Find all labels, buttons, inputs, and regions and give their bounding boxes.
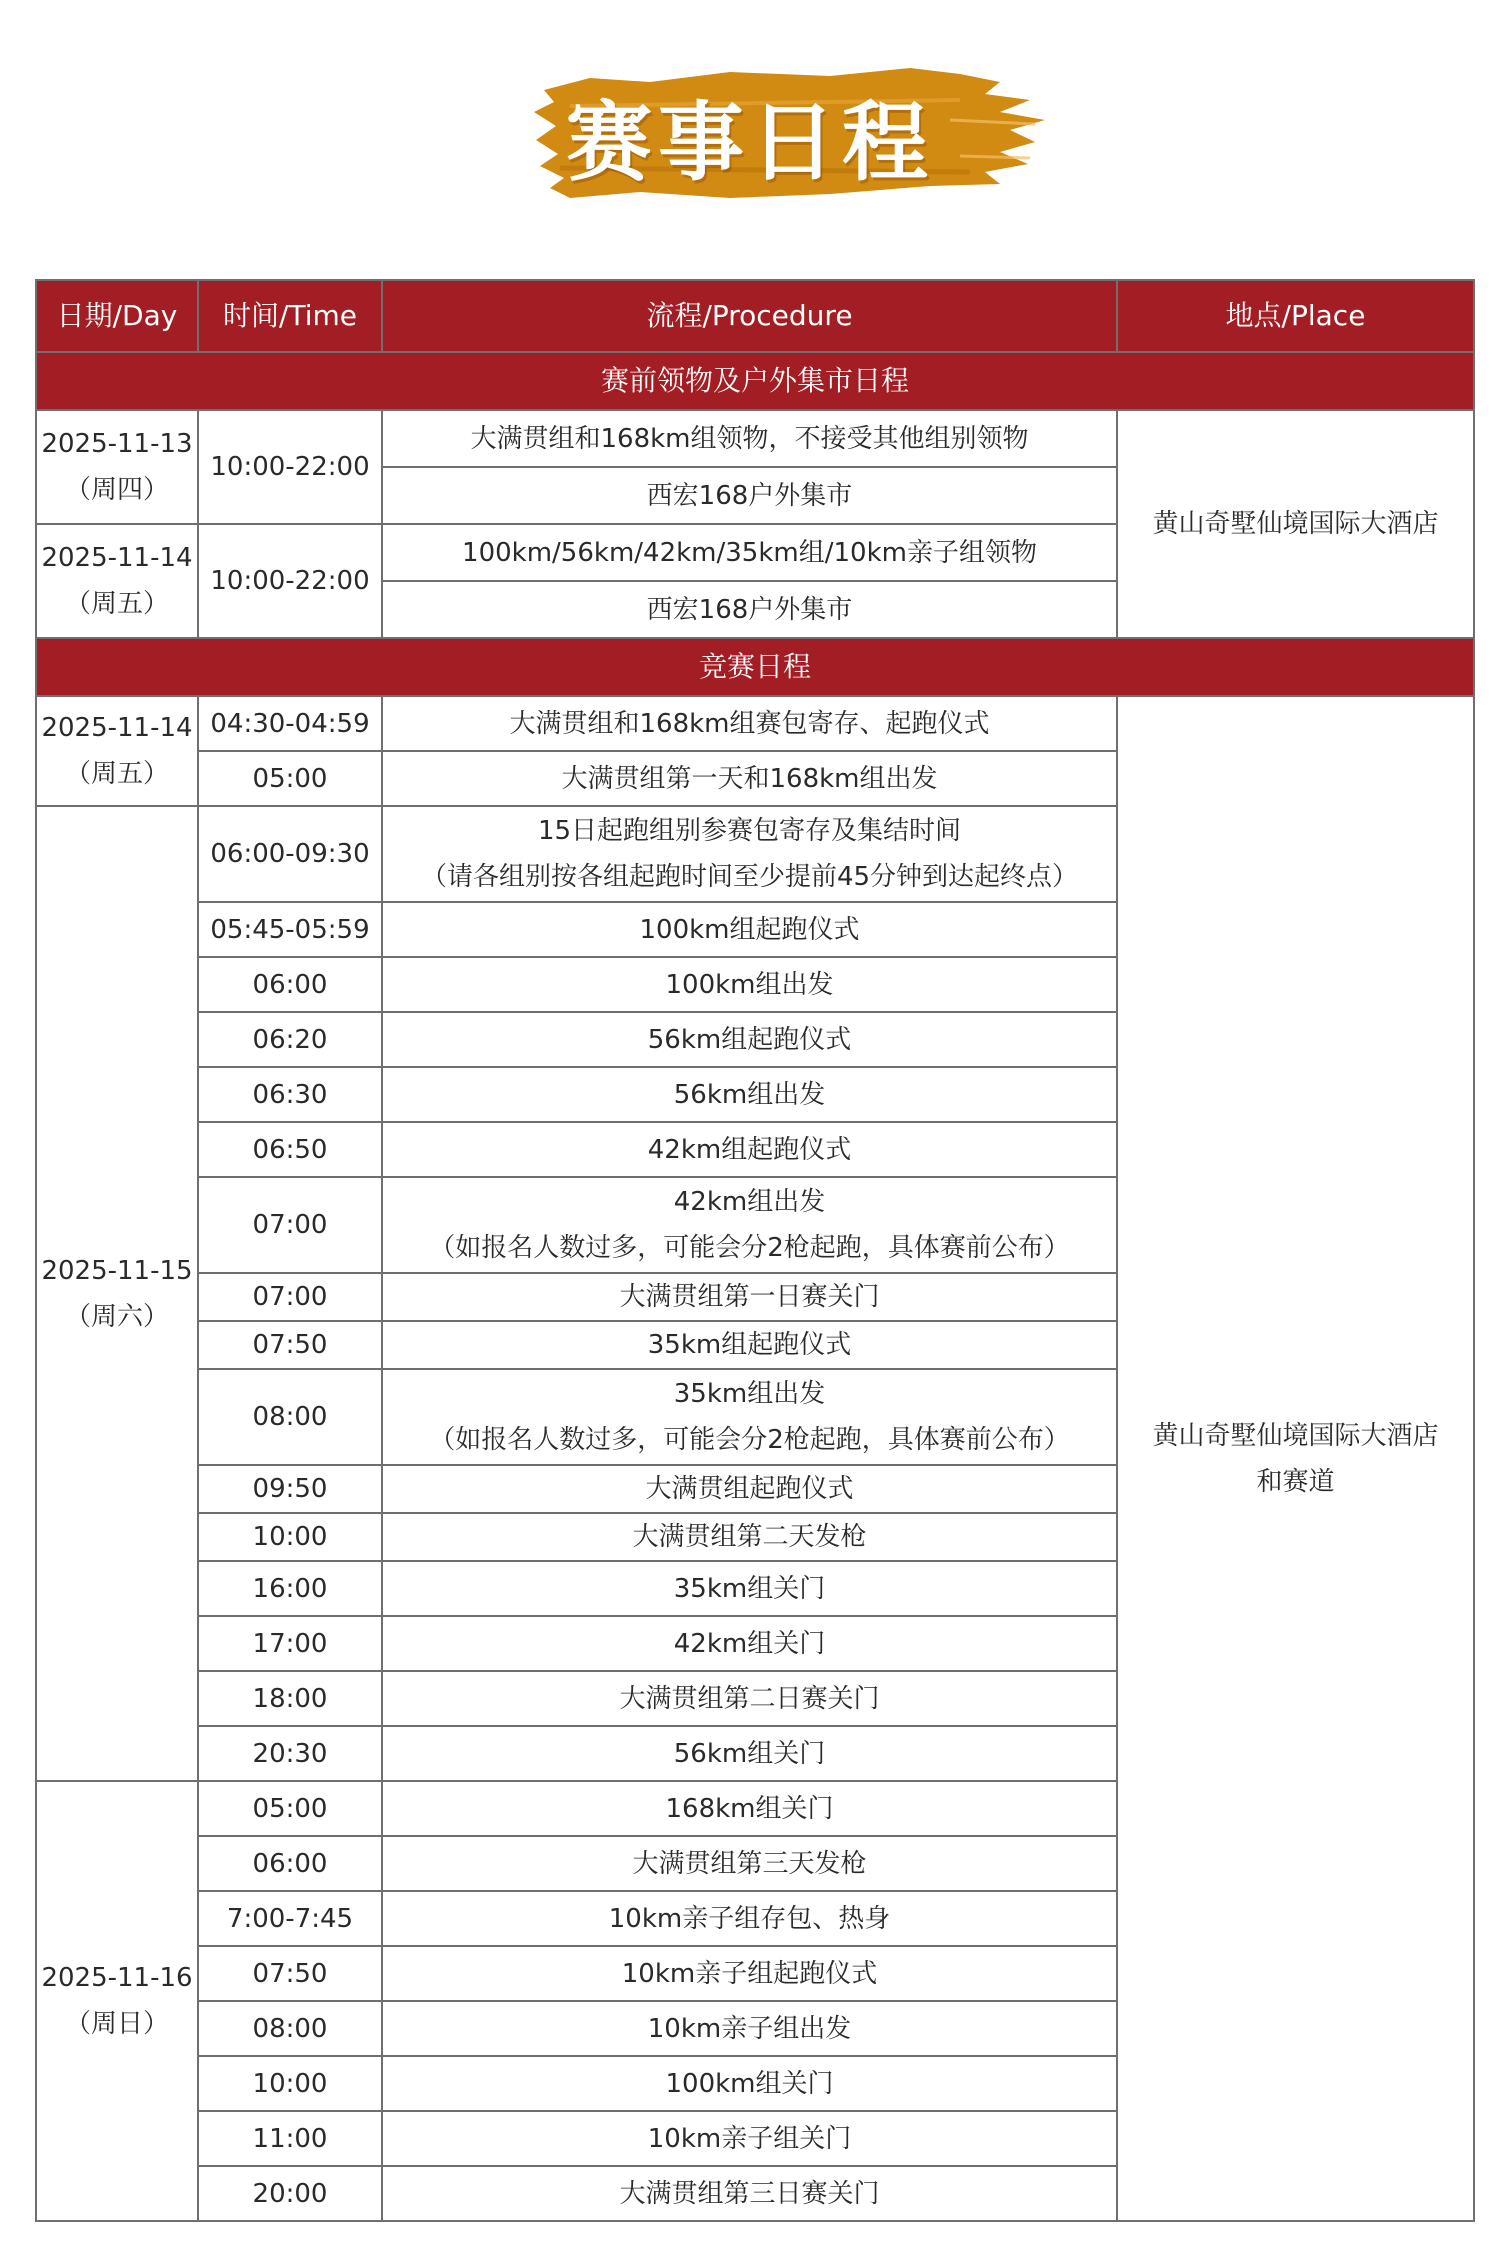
- procedure-cell: [382, 1781, 1117, 1836]
- section-race-header: [36, 638, 1474, 696]
- time-cell: 05:45-05:59: [198, 902, 382, 957]
- procedure-cell: [382, 1012, 1117, 1067]
- procedure-text: 大满贯组和168km组赛包寄存、起跑仪式: [509, 708, 990, 739]
- time-cell: 06:00: [198, 957, 382, 1012]
- procedure-cell: [382, 1177, 1117, 1273]
- page-title: 赛事日程: [566, 92, 934, 193]
- time-cell: 05:00: [198, 751, 382, 806]
- weekday-text: （周五）: [64, 759, 169, 789]
- weekday-text: （周四）: [64, 475, 169, 505]
- header-time: 时间/Time: [198, 280, 382, 352]
- time-cell: 07:00: [198, 1273, 382, 1321]
- procedure-text: 大满贯组起跑仪式: [645, 1474, 854, 1504]
- date-cell: [36, 806, 198, 1781]
- procedure-cell: [382, 806, 1117, 902]
- weekday-text: （周五）: [64, 589, 169, 619]
- procedure-cell: 西宏168户外集市: [382, 581, 1117, 638]
- procedure-text: 15日起跑组别参赛包寄存及集结时间: [537, 816, 962, 846]
- procedure-text: 100km组关门: [665, 2068, 834, 2099]
- time-cell: 05:00: [198, 1781, 382, 1836]
- procedure-cell: [382, 751, 1117, 806]
- time-cell: 11:00: [198, 2111, 382, 2166]
- time-cell: 18:00: [198, 1671, 382, 1726]
- procedure-cell: 100km/56km/42km/35km组/10km亲子组领物: [382, 524, 1117, 581]
- procedure-cell: [382, 2111, 1117, 2166]
- date-cell: [36, 696, 198, 806]
- section-title: 竞赛日程: [36, 638, 1474, 696]
- procedure-cell: [382, 2056, 1117, 2111]
- date-cell: [36, 524, 198, 638]
- time-cell: 08:00: [198, 1369, 382, 1465]
- procedure-cell: [382, 696, 1117, 751]
- section-pickup-header: [36, 352, 1474, 410]
- procedure-cell: [382, 1369, 1117, 1465]
- place-line-2: 和赛道: [1256, 1466, 1335, 1497]
- procedure-cell: [382, 2166, 1117, 2221]
- time-cell: 06:30: [198, 1067, 382, 1122]
- procedure-text: 35km组起跑仪式: [647, 1330, 852, 1360]
- procedure-text: 35km组关门: [673, 1573, 826, 1604]
- procedure-note: （如报名人数过多，可能会分2枪起跑，具体赛前公布）: [429, 1425, 1070, 1455]
- procedure-note: （请各组别按各组起跑时间至少提前45分钟到达起终点）: [420, 862, 1079, 892]
- date-cell: [36, 410, 198, 524]
- procedure-text: 100km组出发: [665, 969, 834, 1000]
- section-title: 赛前领物及户外集市日程: [36, 352, 1474, 410]
- procedure-cell: [382, 1726, 1117, 1781]
- procedure-text: 56km组起跑仪式: [647, 1024, 852, 1055]
- procedure-text: 100km组起跑仪式: [639, 914, 860, 945]
- schedule-body: [36, 352, 1474, 2221]
- procedure-text: 10km亲子组关门: [647, 2123, 852, 2154]
- schedule-table: [35, 279, 1475, 2222]
- header-day: 日期/Day: [36, 280, 198, 352]
- procedure-text: 168km组关门: [665, 1793, 834, 1824]
- time-cell: 09:50: [198, 1465, 382, 1513]
- procedure-cell: [382, 1671, 1117, 1726]
- procedure-text: 42km组出发: [673, 1187, 826, 1217]
- procedure-cell: [382, 1513, 1117, 1561]
- table-row: [36, 410, 1474, 467]
- procedure-cell: [382, 1273, 1117, 1321]
- procedure-text: 大满贯组第二日赛关门: [619, 1683, 880, 1714]
- date-text: 2025-11-13: [41, 429, 193, 459]
- time-cell: 06:50: [198, 1122, 382, 1177]
- time-cell: 20:30: [198, 1726, 382, 1781]
- time-cell: 07:00: [198, 1177, 382, 1273]
- date-text: 2025-11-14: [41, 713, 193, 743]
- procedure-text: 大满贯组第三日赛关门: [619, 2178, 880, 2209]
- title-banner: [530, 60, 1050, 210]
- procedure-text: 10km亲子组存包、热身: [608, 1903, 891, 1934]
- time-cell: 10:00-22:00: [198, 410, 382, 524]
- procedure-cell: [382, 1465, 1117, 1513]
- table-row: [36, 696, 1474, 751]
- procedure-note: （如报名人数过多，可能会分2枪起跑，具体赛前公布）: [429, 1233, 1070, 1263]
- header-place: 地点/Place: [1117, 280, 1474, 352]
- procedure-text: 42km组起跑仪式: [647, 1134, 852, 1165]
- weekday-text: （周日）: [64, 2009, 169, 2039]
- procedure-cell: [382, 2001, 1117, 2056]
- procedure-cell: [382, 1946, 1117, 2001]
- procedure-text: 大满贯组第一天和168km组出发: [561, 763, 938, 794]
- time-cell: 06:20: [198, 1012, 382, 1067]
- table-header-row: [36, 280, 1474, 352]
- time-cell: 04:30-04:59: [198, 696, 382, 751]
- time-cell: 10:00-22:00: [198, 524, 382, 638]
- procedure-cell: [382, 1616, 1117, 1671]
- procedure-text: 35km组出发: [673, 1379, 826, 1409]
- procedure-text: 56km组关门: [673, 1738, 826, 1769]
- place-cell: [1117, 696, 1474, 2221]
- time-cell: 17:00: [198, 1616, 382, 1671]
- time-cell: 7:00-7:45: [198, 1891, 382, 1946]
- procedure-text: 大满贯组第二天发枪: [632, 1522, 867, 1552]
- procedure-cell: [382, 1321, 1117, 1369]
- procedure-text: 42km组关门: [673, 1628, 826, 1659]
- procedure-text: 10km亲子组出发: [647, 2013, 852, 2044]
- time-cell: 07:50: [198, 1946, 382, 2001]
- procedure-text: 大满贯组第一日赛关门: [619, 1282, 880, 1312]
- time-cell: 20:00: [198, 2166, 382, 2221]
- procedure-cell: [382, 1067, 1117, 1122]
- procedure-cell: 西宏168户外集市: [382, 467, 1117, 524]
- procedure-cell: [382, 1891, 1117, 1946]
- procedure-text: 10km亲子组起跑仪式: [621, 1958, 878, 1989]
- date-text: 2025-11-16: [41, 1963, 193, 1993]
- place-cell: 黄山奇墅仙境国际大酒店: [1117, 410, 1474, 638]
- time-cell: 10:00: [198, 1513, 382, 1561]
- procedure-text: 56km组出发: [673, 1079, 826, 1110]
- header-procedure: 流程/Procedure: [382, 280, 1117, 352]
- procedure-cell: [382, 1836, 1117, 1891]
- time-cell: 10:00: [198, 2056, 382, 2111]
- date-text: 2025-11-15: [41, 1255, 193, 1286]
- time-cell: 06:00: [198, 1836, 382, 1891]
- date-cell: [36, 1781, 198, 2221]
- time-cell: 16:00: [198, 1561, 382, 1616]
- procedure-cell: [382, 957, 1117, 1012]
- procedure-text: 大满贯组第三天发枪: [632, 1848, 867, 1879]
- time-cell: 07:50: [198, 1321, 382, 1369]
- procedure-cell: [382, 902, 1117, 957]
- date-text: 2025-11-14: [41, 543, 193, 573]
- place-line-1: 黄山奇墅仙境国际大酒店: [1152, 1420, 1439, 1451]
- weekday-text: （周六）: [64, 1301, 169, 1332]
- procedure-cell: [382, 1122, 1117, 1177]
- time-cell: 06:00-09:30: [198, 806, 382, 902]
- time-cell: 08:00: [198, 2001, 382, 2056]
- procedure-cell: [382, 1561, 1117, 1616]
- procedure-cell: 大满贯组和168km组领物，不接受其他组别领物: [382, 410, 1117, 467]
